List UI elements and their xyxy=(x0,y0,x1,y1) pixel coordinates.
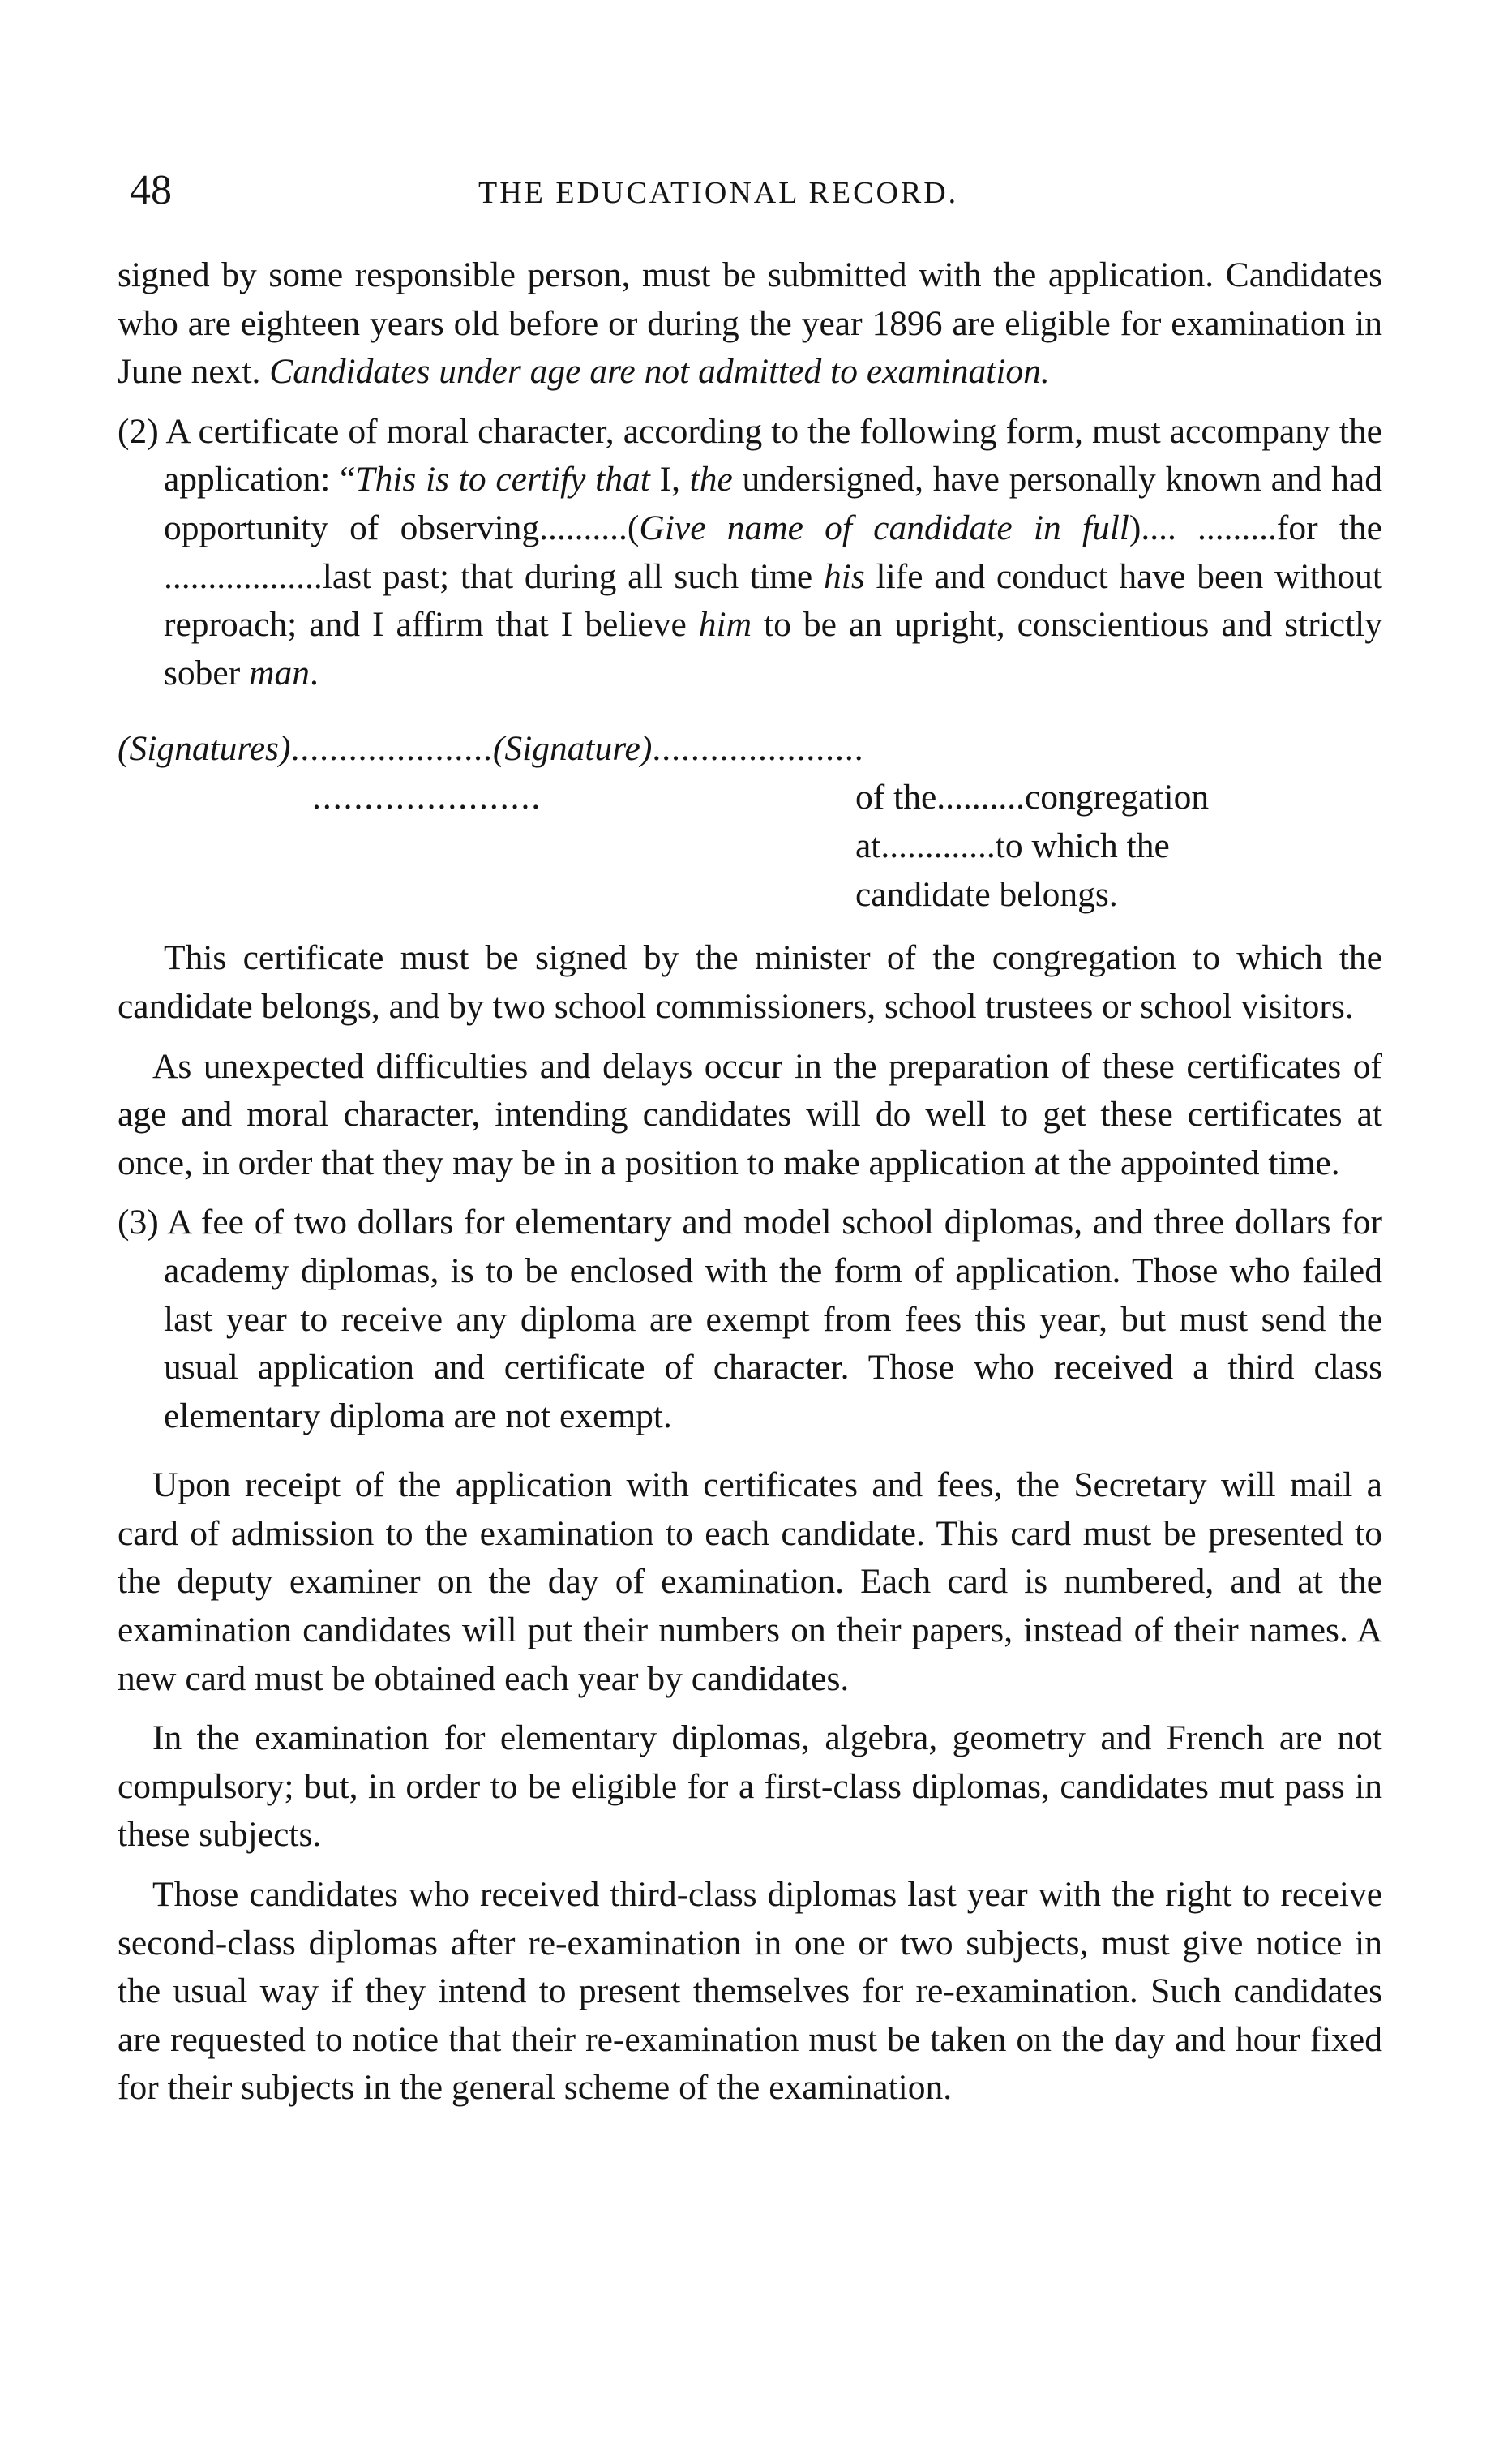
paragraph-re-examination: Those candidates who received third-class diplomas last year with the right to receive second-class diplomas after re-examination in one or two subjects, must give notice in the usual way if they intend to present themselves for re-examination. Such candidates are requested to notice that their re-examination must be taken on the day and hour fixed for their subjects in the general scheme of the examination. xyxy=(118,1875,1382,2108)
signature-label: (Signature) xyxy=(492,729,653,769)
paragraph-compulsory-subjects: In the examination for elementary diplomas, algebra, geometry and French are not compulsory; but, in order to be eligible for a first-class diplomas, candidates mut pass in these subjects. xyxy=(118,1718,1382,1855)
paragraph-moral-certificate xyxy=(118,408,1382,698)
paragraph-admission-card: Upon receipt of the application with certificates and fees, the Secretary will mail a card of admission to the examination to each candidate. This card must be presented to the deputy examiner on the day of examination. Each card is numbered, and at the examination candidates will put their numbers on their papers, instead of their names. A new card must be obtained each year by candidates. xyxy=(118,1465,1382,1698)
cert-text-f: Give name of candidate in full xyxy=(639,508,1129,547)
signatures-dots: ..................... xyxy=(290,729,493,769)
signature-line xyxy=(118,725,864,774)
running-title: THE EDUCATIONAL RECORD. xyxy=(478,176,959,210)
cert-text-i: life and conduct have been without reproach; and I affirm that I believe xyxy=(164,556,1382,645)
cert-text-d: the xyxy=(689,460,733,500)
signature-dots: ...................... xyxy=(652,729,864,769)
cert-text-e: undersigned, have personally known and had opportunity of observing..........( xyxy=(164,460,1382,547)
paragraph-delays: As unexpected difficulties and delays occur in the preparation of these certificates of age and moral character, intending candidates will do well to get these certificates at once, in order that they may be in a position to make application at the appointed time. xyxy=(118,1046,1382,1182)
cert-text-l: man xyxy=(249,653,311,693)
cert-text-c: I, xyxy=(649,460,690,500)
cert-text-a: (2) A certificate of moral character, according to the following form, must accompany the application: “ xyxy=(118,411,1382,500)
cert-text-k: to be an upright, conscientious and strictly sober xyxy=(164,605,1382,693)
second-signature-dots: ...................... xyxy=(312,778,542,817)
cert-text-g: ).... .........for the ..................last past; that during all such time xyxy=(164,508,1382,596)
signature-form xyxy=(118,725,1382,928)
age-text: signed by some responsible person, must be submitted with the application. Candidates who are eighteen years old before or during the year 1896 are eligible for examination in June next. xyxy=(118,255,1382,392)
candidate-belongs-line: candidate belongs. xyxy=(855,874,1118,914)
signatures-label: (Signatures) xyxy=(118,729,291,769)
congregation-block xyxy=(855,774,1382,919)
cert-text-h: his xyxy=(824,556,865,596)
running-header xyxy=(0,166,1512,223)
paragraph-fees: (3) A fee of two dollars for elementary and model school diplomas, and three dollars for academy diplomas, is to be enclosed with the form of application. Those who failed last year to receive any diploma are exempt from fees this year, but must send the usual application and certificate of character. Those who received a third class elementary diploma are not exempt. xyxy=(118,1203,1382,1435)
cert-text-j: him xyxy=(698,605,752,645)
document-body xyxy=(118,251,1382,2113)
age-italic-note: Candidates under age are not admitted to examination. xyxy=(269,352,1050,392)
location-line: at.............to which the xyxy=(855,826,1170,865)
paragraph-signing-rule: This certificate must be signed by the minister of the congregation to which the candidate belongs, and by two school commissioners, school trustees or school visitors. xyxy=(118,938,1382,1026)
cert-text-b: This is to certify that xyxy=(355,460,650,500)
congregation-line: of the..........congregation xyxy=(855,778,1210,817)
page-number: 48 xyxy=(130,167,172,213)
cert-text-m: . xyxy=(310,653,319,693)
paragraph-age-requirement xyxy=(118,251,1382,397)
